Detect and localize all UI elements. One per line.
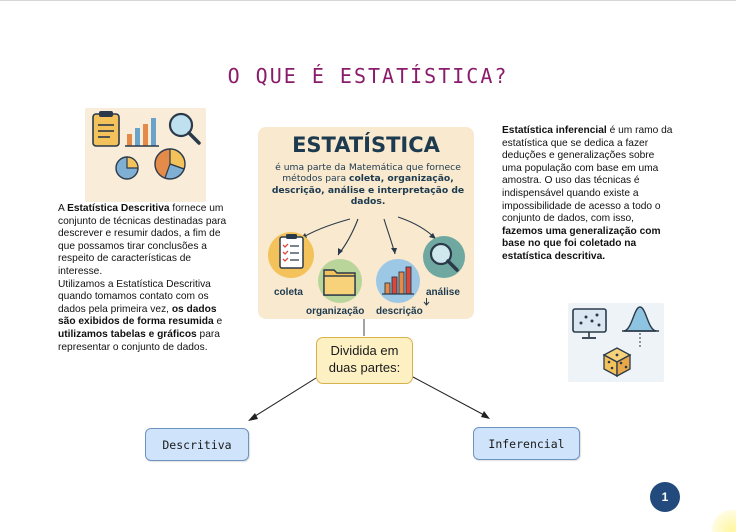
arrow-to-descritiva xyxy=(252,378,316,418)
inferencial-button[interactable]: Inferencial xyxy=(473,427,580,460)
label-descricao: descrição xyxy=(376,306,423,317)
card-desc-bold: coleta, organização, descrição, análise e interpretação de dados. xyxy=(271,173,465,208)
left-p2-bold1: os dados são exibidos de forma resumida xyxy=(58,303,217,328)
label-organizacao: organização xyxy=(306,306,365,317)
page-number-badge: 1 xyxy=(650,482,680,512)
left-p2-rest: para representar o conjunto de dados. xyxy=(58,328,220,353)
right-bold1: Estatística inferencial xyxy=(502,125,607,136)
left-p2-prefix: Utilizamos a Estatística Descritiva quando tomamos contato com os dados pela primeira vez, xyxy=(58,278,211,315)
right-bold2: fazemos uma generalização com base no que foi coletado na estatística descritiva. xyxy=(502,225,661,262)
label-analise: análise xyxy=(426,287,460,298)
left-p2-bold2: utilizamos tabelas e gráficos xyxy=(58,328,197,340)
left-p1-rest: fornece um conjunto de técnicas destinadas para descrever e resumir dados, a fim de que possamos tirar conclusões a respeito de características de interesse. xyxy=(58,203,227,277)
arrow-to-inferencial xyxy=(413,377,486,416)
divider-line1: Dividida em xyxy=(330,343,399,358)
left-p2-mid: e xyxy=(213,316,223,328)
page-title: O QUE É ESTATÍSTICA? xyxy=(227,64,509,88)
left-p1-bold: Estatística Descritiva xyxy=(67,203,170,214)
right-text1: é um ramo da estatística que se dedica a fazer deduções e generalizações sobre uma população com base em uma amostra. O uso das técnicas é indispensável quando existe a impossibilidade de acesso a todo o conjunto de dados, com isso, xyxy=(502,125,673,225)
card-title: ESTATÍSTICA xyxy=(292,133,440,157)
label-coleta: coleta xyxy=(274,287,303,298)
divided-into-two-parts-box xyxy=(316,337,413,384)
arrowhead-inferencial xyxy=(481,411,490,419)
arrowhead-descritiva xyxy=(248,413,258,421)
left-p1-prefix: A xyxy=(58,203,68,214)
descritiva-button[interactable]: Descritiva xyxy=(145,428,249,461)
divider-line2: duas partes: xyxy=(328,360,401,375)
card-desc-prefix: é uma parte da Matemática que fornece métodos para xyxy=(275,162,461,185)
